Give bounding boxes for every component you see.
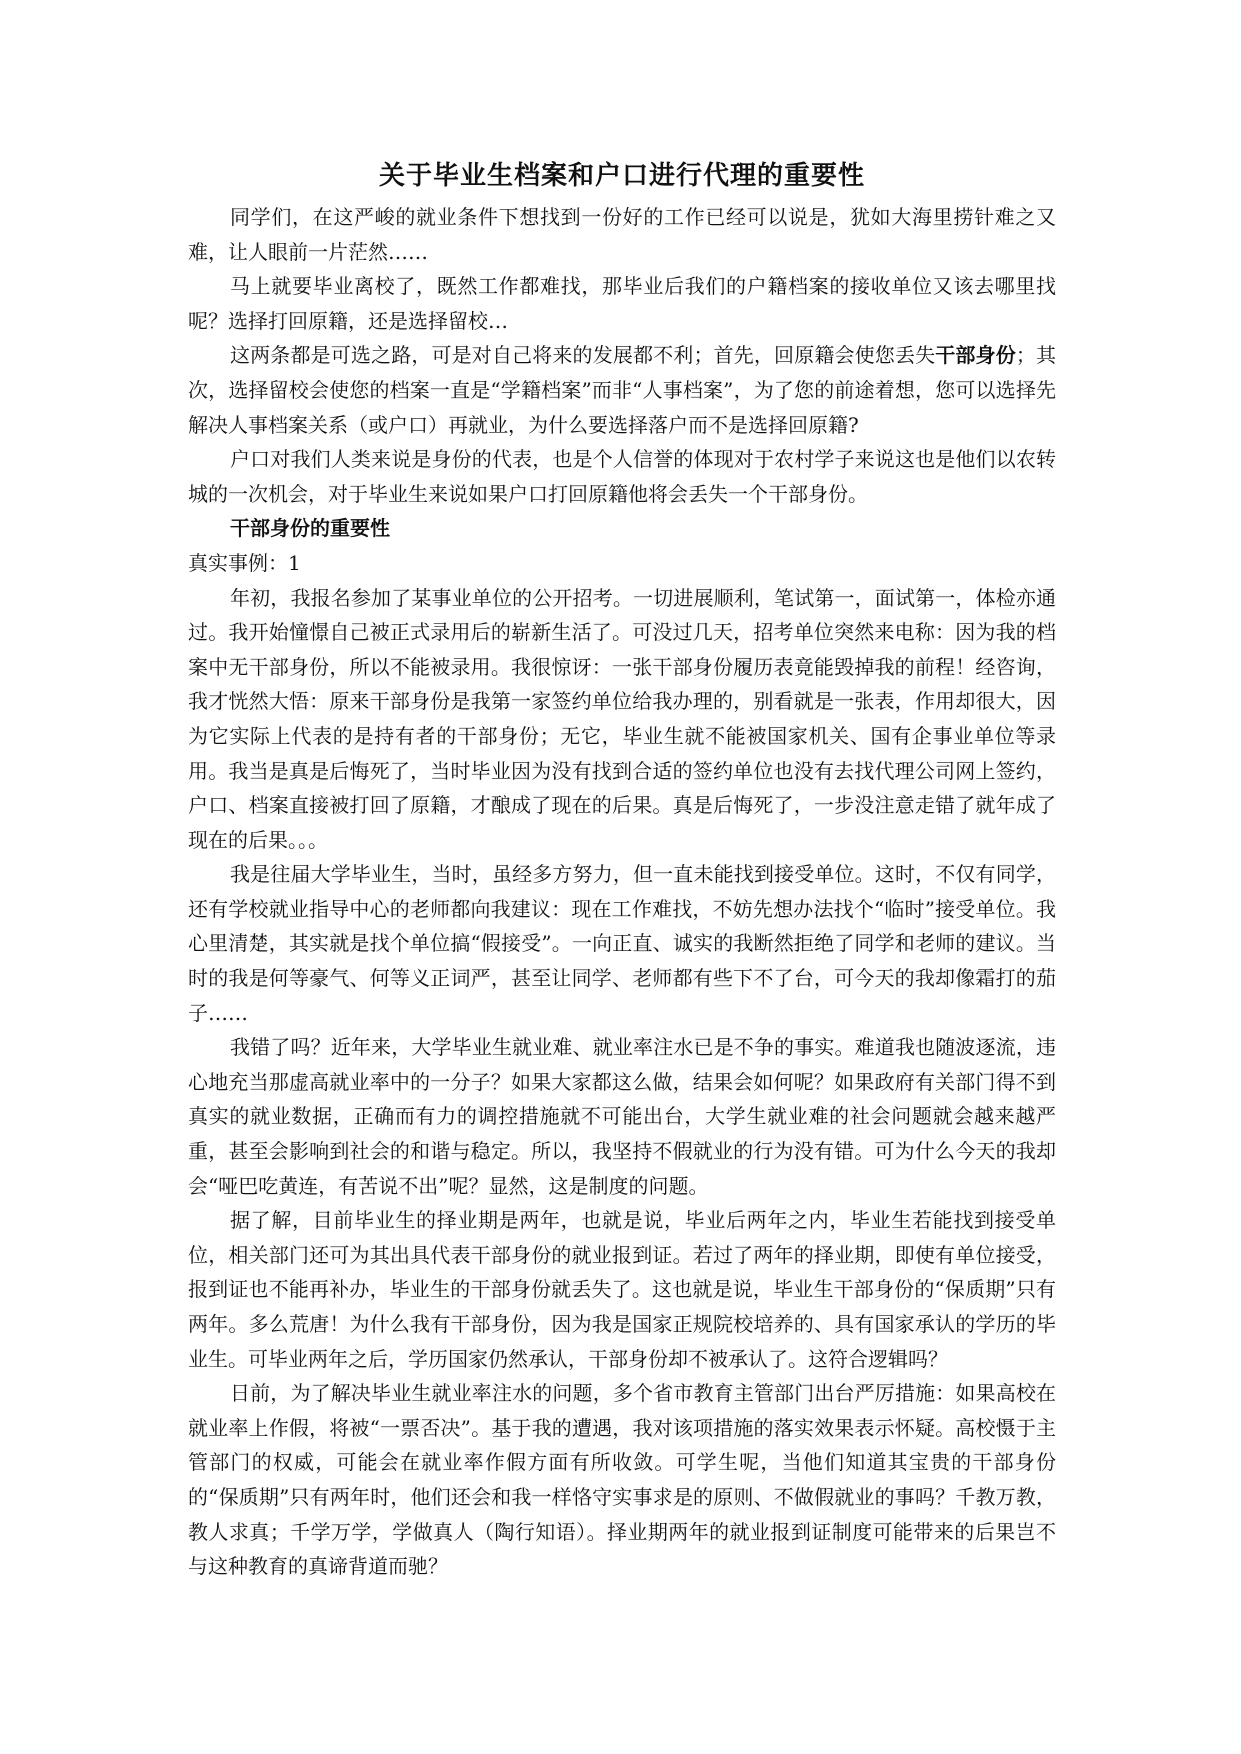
paragraph-policy: 日前，为了解决毕业生就业率注水的问题，多个省市教育主管部门出台严厉措施：如果高校在就业率上作假，将被“一票否决”。基于我的遭遇，我对该项措施的落实效果表示怀疑。高校慑于主管部门的权威，可能会在就业率作假方面有所收敛。可学生呢，当他们知道其宝贵的干部身份的“保质期”只有两年时，他们还会和我一样恪守实事求是的原则、不做假就业的事吗？千教万教，教人求真；千学万学，学做真人（陶行知语）。择业期两年的就业报到证制度可能带来的后果岂不与这种教育的真谛背道而驰？: [188, 1381, 1056, 1579]
paragraph-two-choices-text-2: ；其次，选择留校会使您的档案一直是“学籍档案”而非“人事档案”，为了您的前途着想，您可以选择先解决人事档案关系（或户口）再就业，为什么要选择落户而不是选择回原籍?: [188, 343, 1057, 437]
paragraph-reflection: 我错了吗？近年来，大学毕业生就业难、就业率注水已是不争的事实。难道我也随波逐流，违心地充当那虚高就业率中的一分子？如果大家都这么做，结果会如何呢？如果政府有关部门得不到真实的就业数据，正确而有力的调控措施就不可能出台，大学生就业难的社会问题就会越来越严重，甚至会影响到社会的和谐与稳定。所以，我坚持不假就业的行为没有错。可为什么今天的我却会“哑巴吃黄连，有苦说不出”呢？显然，这是制度的问题。: [188, 1035, 1056, 1198]
document-page: [188, 158, 1056, 1584]
paragraph-hukou: 户口对我们人类来说是身份的代表，也是个人信誉的体现对于农村学子来说这也是他们以农转城的一次机会，对于毕业生来说如果户口打回原籍他将会丢失一个干部身份。: [188, 447, 1056, 506]
paragraph-former-graduate: 我是往届大学毕业生，当时，虽经多方努力，但一直未能找到接受单位。这时，不仅有同学，还有学校就业指导中心的老师都向我建议：现在工作难找，不妨先想办法找个“临时”接受单位。我心里清楚，其实就是找个单位搞“假接受”。一向正直、诚实的我断然拒绝了同学和老师的建议。当时的我是何等豪气、何等义正词严，甚至让同学、老师都有些下不了台，可今天的我却像霜打的茄子……: [188, 862, 1056, 1025]
paragraph-graduation: 马上就要毕业离校了，既然工作都难找，那毕业后我们的户籍档案的接收单位又该去哪里找呢？选择打回原籍，还是选择留校…: [188, 274, 1056, 333]
section-heading: 干部身份的重要性: [230, 516, 390, 541]
paragraph-two-choices-text-1: 这两条都是可选之路，可是对自己将来的发展都不利；首先，回原籍会使您丢失: [230, 343, 936, 368]
paragraph-intro: 同学们，在这严峻的就业条件下想找到一份好的工作已经可以说是，犹如大海里捞针难之又难，让人眼前一片茫然……: [188, 205, 1056, 264]
paragraph-two-choices: [188, 338, 1056, 442]
paragraph-case-story: 年初，我报名参加了某事业单位的公开招考。一切进展顺利，笔试第一，面试第一，体检亦通过。我开始憧憬自己被正式录用后的崭新生活了。可没过几天，招考单位突然来电称：因为我的档案中无干部身份，所以不能被录用。我很惊讶：一张干部身份履历表竟能毁掉我的前程！经咨询，我才恍然大悟：原来干部身份是我第一家签约单位给我办理的，别看就是一张表，作用却很大，因为它实际上代表的是持有者的干部身份；无它，毕业生就不能被国家机关、国有企事业单位等录用。我当是真是后悔死了，当时毕业因为没有找到合适的签约单位也没有去找代理公司网上签约，户口、档案直接被打回了原籍，才酿成了现在的后果。真是后悔死了，一步没注意走错了就年成了现在的后果。。。: [188, 585, 1056, 852]
document-title: 关于毕业生档案和户口进行代理的重要性: [378, 161, 865, 191]
paragraph-career-period: 据了解，目前毕业生的择业期是两年，也就是说，毕业后两年之内，毕业生若能找到接受单位，相关部门还可为其出具代表干部身份的就业报到证。若过了两年的择业期，即使有单位接受，报到证也不能再补办，毕业生的干部身份就丢失了。这也就是说，毕业生干部身份的“保质期”只有两年。多么荒唐！为什么我有干部身份，因为我是国家正规院校培养的、具有国家承认的学历的毕业生。可毕业两年之后，学历国家仍然承认，干部身份却不被承认了。这符合逻辑吗？: [188, 1208, 1056, 1371]
cadre-status-emphasis: 干部身份: [935, 343, 1016, 368]
case-label: 真实事例：1: [188, 550, 301, 575]
